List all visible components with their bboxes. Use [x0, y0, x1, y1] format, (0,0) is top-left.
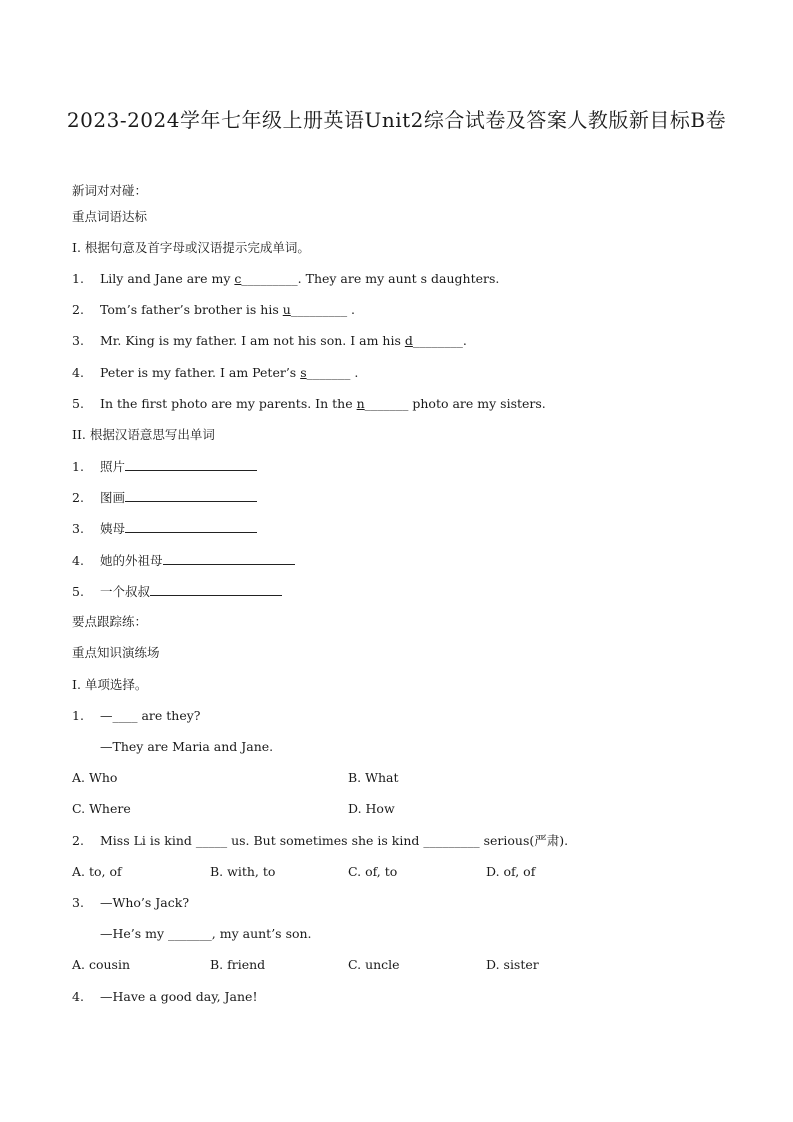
word-prompt: 姨母	[100, 521, 126, 536]
sentence-start: Tom’s father’s brother is his	[100, 302, 283, 317]
option-c[interactable]: C. uncle	[348, 957, 400, 972]
sentence-end: .	[347, 302, 356, 317]
knowledge-label: 重点知识演练场	[72, 645, 160, 660]
word-item-1	[72, 457, 257, 476]
answer-blank[interactable]: ________	[412, 333, 463, 348]
answer-blank[interactable]: _______	[364, 396, 409, 411]
answer-blank[interactable]: _______	[306, 365, 351, 380]
question-text: —Have a good day, Jane!	[100, 989, 258, 1004]
answer-line[interactable]	[125, 519, 257, 533]
fill-item-3	[72, 332, 467, 350]
option-a[interactable]: A. cousin	[72, 957, 131, 972]
hint-letter: d	[404, 333, 413, 348]
item-number: 1.	[72, 459, 84, 474]
item-number: 5.	[72, 584, 84, 599]
key-words-label: 重点词语达标	[72, 209, 148, 224]
item-number: 2.	[72, 302, 84, 317]
item-number: 4.	[72, 365, 84, 380]
follow-label: 要点跟踪练：	[72, 614, 148, 629]
page-title: 2023-2024学年七年级上册英语Unit2综合试卷及答案人教版新目标B卷	[66, 108, 727, 132]
item-number: 3.	[72, 895, 84, 910]
new-words-label: 新词对对碰：	[72, 183, 148, 198]
option-c[interactable]: C. Where	[72, 801, 131, 816]
answer-line[interactable]	[125, 488, 257, 502]
option-d[interactable]: D. of, of	[486, 864, 536, 879]
word-prompt: 图画	[100, 490, 126, 505]
sentence-start: In the first photo are my parents. In the	[100, 396, 357, 411]
hint-letter: u	[282, 302, 291, 317]
item-number: 5.	[72, 396, 84, 411]
option-b[interactable]: B. What	[348, 770, 399, 785]
item-number: 4.	[72, 553, 84, 568]
option-a[interactable]: A. Who	[72, 770, 118, 785]
item-number: 1.	[72, 271, 84, 286]
sentence-end: .	[462, 333, 467, 348]
hint-letter: s	[300, 365, 307, 380]
sentence-start: Lily and Jane are my	[100, 271, 235, 286]
item-number: 2.	[72, 490, 84, 505]
question-1	[72, 707, 201, 725]
answer-blank[interactable]: _________	[290, 302, 348, 317]
option-b[interactable]: B. friend	[210, 957, 266, 972]
question-text: —Who’s Jack?	[100, 895, 190, 910]
fill-item-5	[72, 395, 546, 413]
answer-blank[interactable]: _________	[241, 271, 298, 286]
option-d[interactable]: D. How	[348, 801, 395, 816]
item-number: 3.	[72, 521, 84, 536]
word-prompt: 她的外祖母	[100, 553, 163, 568]
question-text: Miss Li is kind _____ us. But sometimes she is kind _________ serious(严肃).	[100, 833, 569, 848]
fill-item-4	[72, 364, 358, 382]
question-text: —____ are they?	[100, 708, 201, 723]
option-c[interactable]: C. of, to	[348, 864, 398, 879]
sentence-start: Peter is my father. I am Peter’s	[100, 365, 301, 380]
fill-item-2	[72, 301, 355, 319]
question-3	[72, 894, 189, 912]
option-b[interactable]: B. with, to	[210, 864, 276, 879]
item-number: 2.	[72, 833, 84, 848]
item-number: 3.	[72, 333, 84, 348]
fill-item-1	[72, 270, 499, 288]
part2-heading: II. 根据汉语意思写出单词	[72, 427, 215, 442]
question-2	[72, 832, 568, 850]
sentence-end: .	[350, 365, 359, 380]
word-item-4	[72, 551, 295, 570]
question-1-line2: —They are Maria and Jane.	[100, 739, 274, 754]
word-item-2	[72, 488, 257, 507]
sentence-end: . They are my aunt s daughters.	[297, 271, 500, 286]
answer-line[interactable]	[125, 457, 257, 471]
item-number: 4.	[72, 989, 84, 1004]
word-item-3	[72, 519, 257, 538]
choice-heading: I. 单项选择。	[72, 677, 148, 692]
part1-heading: I. 根据句意及首字母或汉语提示完成单词。	[72, 240, 310, 255]
answer-line[interactable]	[150, 582, 282, 596]
option-a[interactable]: A. to, of	[72, 864, 122, 879]
answer-line[interactable]	[163, 551, 295, 565]
hint-letter: n	[356, 396, 365, 411]
hint-letter: c	[234, 271, 242, 286]
question-4	[72, 988, 257, 1006]
sentence-end: photo are my sisters.	[408, 396, 546, 411]
option-d[interactable]: D. sister	[486, 957, 539, 972]
word-item-5	[72, 582, 282, 601]
word-prompt: 一个叔叔	[100, 584, 151, 599]
item-number: 1.	[72, 708, 84, 723]
word-prompt: 照片	[100, 459, 126, 474]
sentence-start: Mr. King is my father. I am not his son. I am his	[100, 333, 405, 348]
question-3-line2: —He’s my _______, my aunt’s son.	[100, 926, 312, 941]
